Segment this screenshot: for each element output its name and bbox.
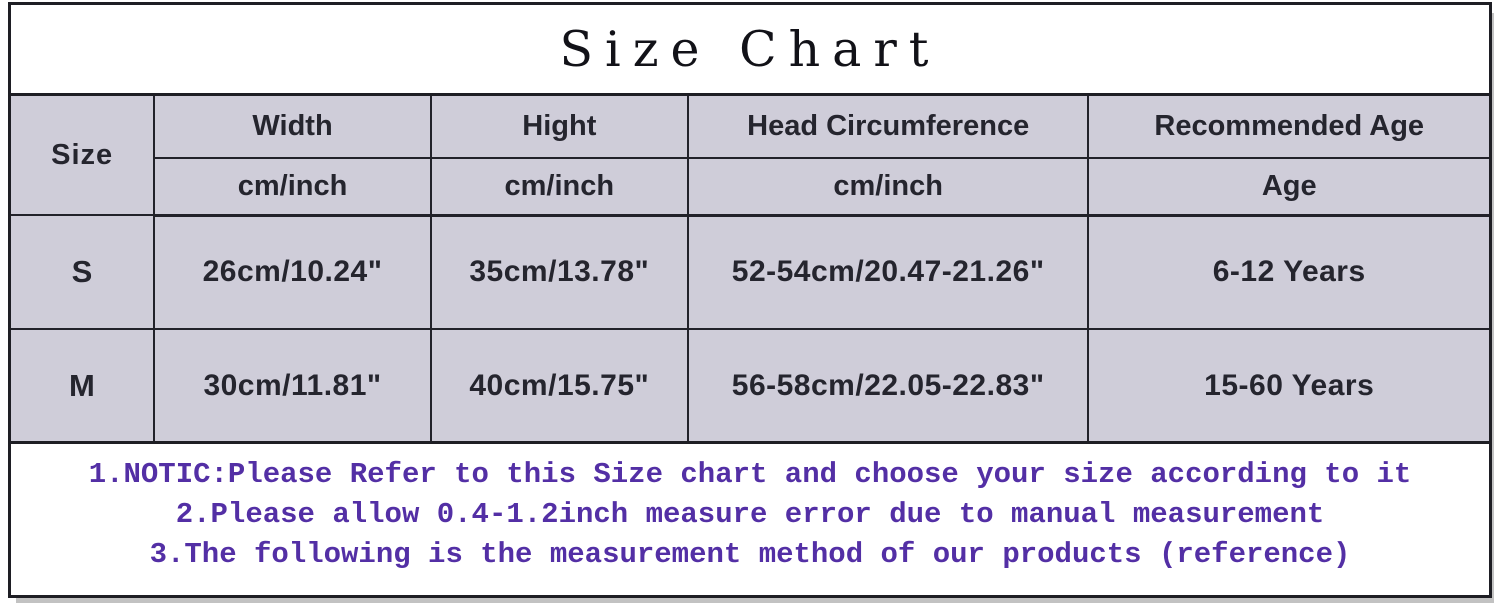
- note-line-2: 2.Please allow 0.4-1.2inch measure error due to manual measurement: [175, 498, 1325, 531]
- unit-cell-width: cm/inch: [154, 158, 430, 215]
- title-row: [11, 5, 1489, 96]
- cell-size-m: M: [11, 329, 154, 441]
- unit-cell-hight: cm/inch: [431, 158, 688, 215]
- table-row-s: [11, 215, 1489, 329]
- cell-head-circumference-s: 52-54cm/20.47-21.26": [688, 215, 1089, 329]
- header-cell-hight: Hight: [431, 96, 688, 158]
- note-line-3: 3.The following is the measurement method of our products (reference): [149, 538, 1351, 571]
- cell-width-s: 26cm/10.24": [154, 215, 430, 329]
- cell-size-s: S: [11, 215, 154, 329]
- header-cell-head-circumference: Head Circumference: [688, 96, 1089, 158]
- header-row-units: [11, 158, 1489, 215]
- cell-head-circumference-m: 56-58cm/22.05-22.83": [688, 329, 1089, 441]
- cell-hight-m: 40cm/15.75": [431, 329, 688, 441]
- size-chart-sheet: [8, 2, 1492, 598]
- header-cell-recommended-age: Recommended Age: [1088, 96, 1489, 158]
- page-title: Size Chart: [559, 20, 941, 78]
- header-cell-size: Size: [11, 96, 154, 215]
- cell-hight-s: 35cm/13.78": [431, 215, 688, 329]
- header-cell-width: Width: [154, 96, 430, 158]
- unit-cell-head-circumference: cm/inch: [688, 158, 1089, 215]
- cell-recommended-age-m: 15-60 Years: [1088, 329, 1489, 441]
- notes-section: [11, 441, 1489, 595]
- unit-cell-age: Age: [1088, 158, 1489, 215]
- cell-width-m: 30cm/11.81": [154, 329, 430, 441]
- header-row-labels: [11, 96, 1489, 158]
- size-table: [11, 96, 1489, 441]
- cell-recommended-age-s: 6-12 Years: [1088, 215, 1489, 329]
- table-row-m: [11, 329, 1489, 441]
- note-line-1: 1.NOTIC:Please Refer to this Size chart and choose your size according to it: [88, 458, 1412, 491]
